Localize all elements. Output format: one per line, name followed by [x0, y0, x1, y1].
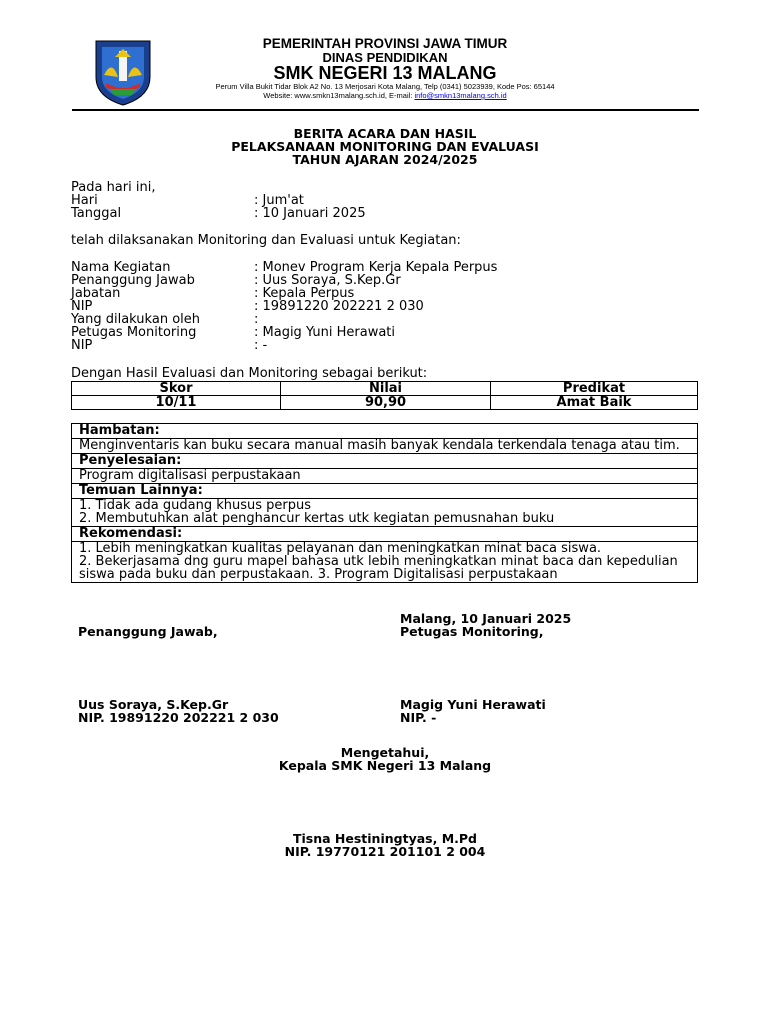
hambatan-heading: Hambatan:	[72, 424, 697, 439]
detail-label: Penanggung Jawab	[71, 273, 195, 288]
rekomendasi-heading: Rekomendasi:	[72, 527, 697, 542]
rekomendasi-list	[72, 542, 697, 582]
document-title-line3: TAHUN AJARAN 2024/2025	[292, 152, 478, 167]
detail-value: : Monev Program Kerja Kepala Perpus	[254, 260, 498, 275]
value-predikat: Amat Baik	[491, 396, 698, 410]
letterhead-province: PEMERINTAH PROVINSI JAWA TIMUR	[262, 36, 508, 51]
detail-label: Jabatan	[71, 286, 121, 301]
penyelesaian-text: Program digitalisasi perpustakaan	[72, 469, 697, 484]
letterhead-website: Website: www.smkn13malang.sch.id, E-mail:	[263, 91, 415, 100]
known-by: Mengetahui,	[340, 745, 430, 760]
detail-value: : Uus Soraya, S.Kep.Gr	[254, 273, 401, 288]
head-nip: NIP. 19770121 201101 2 004	[284, 844, 486, 859]
header-predikat: Predikat	[491, 382, 698, 396]
temuan-heading: Temuan Lainnya:	[72, 484, 697, 499]
head-role: Kepala SMK Negeri 13 Malang	[278, 758, 492, 773]
letterhead-department: DINAS PENDIDIKAN	[322, 50, 448, 65]
detail-label: Petugas Monitoring	[71, 325, 197, 340]
right-signatory-nip: NIP. -	[400, 710, 437, 725]
evaluation-table	[71, 381, 698, 410]
right-signatory-name: Magig Yuni Herawati	[400, 697, 546, 712]
head-name: Tisna Hestiningtyas, M.Pd	[292, 831, 477, 846]
list-item: 2. Membutuhkan alat penghancur kertas utk kegiatan pemusnahan buku	[79, 511, 555, 526]
detail-label: NIP	[71, 338, 93, 353]
evaluation-intro: Dengan Hasil Evaluasi dan Monitoring sebagai berikut:	[71, 366, 428, 381]
detail-value: : Kepala Perpus	[254, 286, 355, 301]
tanggal-value: : 10 Januari 2025	[254, 206, 366, 221]
detail-label: NIP	[71, 299, 93, 314]
detail-label: Yang dilakukan oleh	[71, 312, 200, 327]
tanggal-label: Tanggal	[71, 206, 122, 221]
temuan-list	[72, 499, 697, 527]
header-nilai: Nilai	[281, 382, 491, 396]
value-skor: 10/11	[72, 396, 281, 410]
hari-value: : Jum'at	[254, 193, 304, 208]
intro-sentence: telah dilaksanakan Monitoring dan Evaluasi untuk Kegiatan:	[71, 233, 461, 248]
document-title-line1: BERITA ACARA DAN HASIL	[293, 126, 477, 141]
table-header-row	[72, 382, 698, 396]
left-signatory-nip: NIP. 19891220 202221 2 030	[78, 710, 279, 725]
hambatan-text: Menginventaris kan buku secara manual masih banyak kendala terkendala tenaga atau tim.	[72, 439, 697, 454]
document-title-line2: PELAKSANAAN MONITORING DAN EVALUASI	[231, 139, 539, 154]
intro-opening: Pada hari ini,	[71, 180, 156, 195]
place-date: Malang, 10 Januari 2025	[400, 611, 572, 626]
detail-value: : -	[254, 338, 268, 353]
email-link[interactable]: info@smkn13malang.sch.id	[414, 91, 507, 100]
letterhead-divider	[72, 109, 699, 111]
hari-label: Hari	[71, 193, 98, 208]
right-signatory-role: Petugas Monitoring,	[400, 624, 544, 639]
detail-value: : Magig Yuni Herawati	[254, 325, 396, 340]
letterhead-school-name: SMK NEGERI 13 MALANG	[273, 63, 497, 83]
value-nilai: 90,90	[281, 396, 491, 410]
detail-label: Nama Kegiatan	[71, 260, 171, 275]
penyelesaian-heading: Penyelesaian:	[72, 454, 697, 469]
left-signatory-role: Penanggung Jawab,	[78, 624, 218, 639]
detail-value: : 19891220 202221 2 030	[254, 299, 424, 314]
left-signatory-name: Uus Soraya, S.Kep.Gr	[78, 697, 229, 712]
header-skor: Skor	[72, 382, 281, 396]
letterhead-address: Perum Villa Bukit Tidar Blok A2 No. 13 Merjosari Kota Malang, Telp (0341) 5023939, Kode Pos: 65144	[215, 82, 555, 91]
detail-value: :	[254, 312, 259, 327]
notes-box	[71, 423, 698, 583]
list-item: 1. Tidak ada gudang khusus perpus	[79, 498, 312, 513]
letterhead-contact	[150, 91, 620, 100]
list-item: 2. Bekerjasama dng guru mapel bahasa utk lebih meningkatkan minat baca dan kepedulian siswa pada buku dan perpustakaan. 3. Program Digitalisasi perpustakaan	[79, 554, 678, 582]
table-row	[72, 396, 698, 410]
list-item: 1. Lebih meningkatkan kualitas pelayanan dan meningkatkan minat baca siswa.	[79, 541, 602, 556]
school-logo	[92, 37, 154, 107]
